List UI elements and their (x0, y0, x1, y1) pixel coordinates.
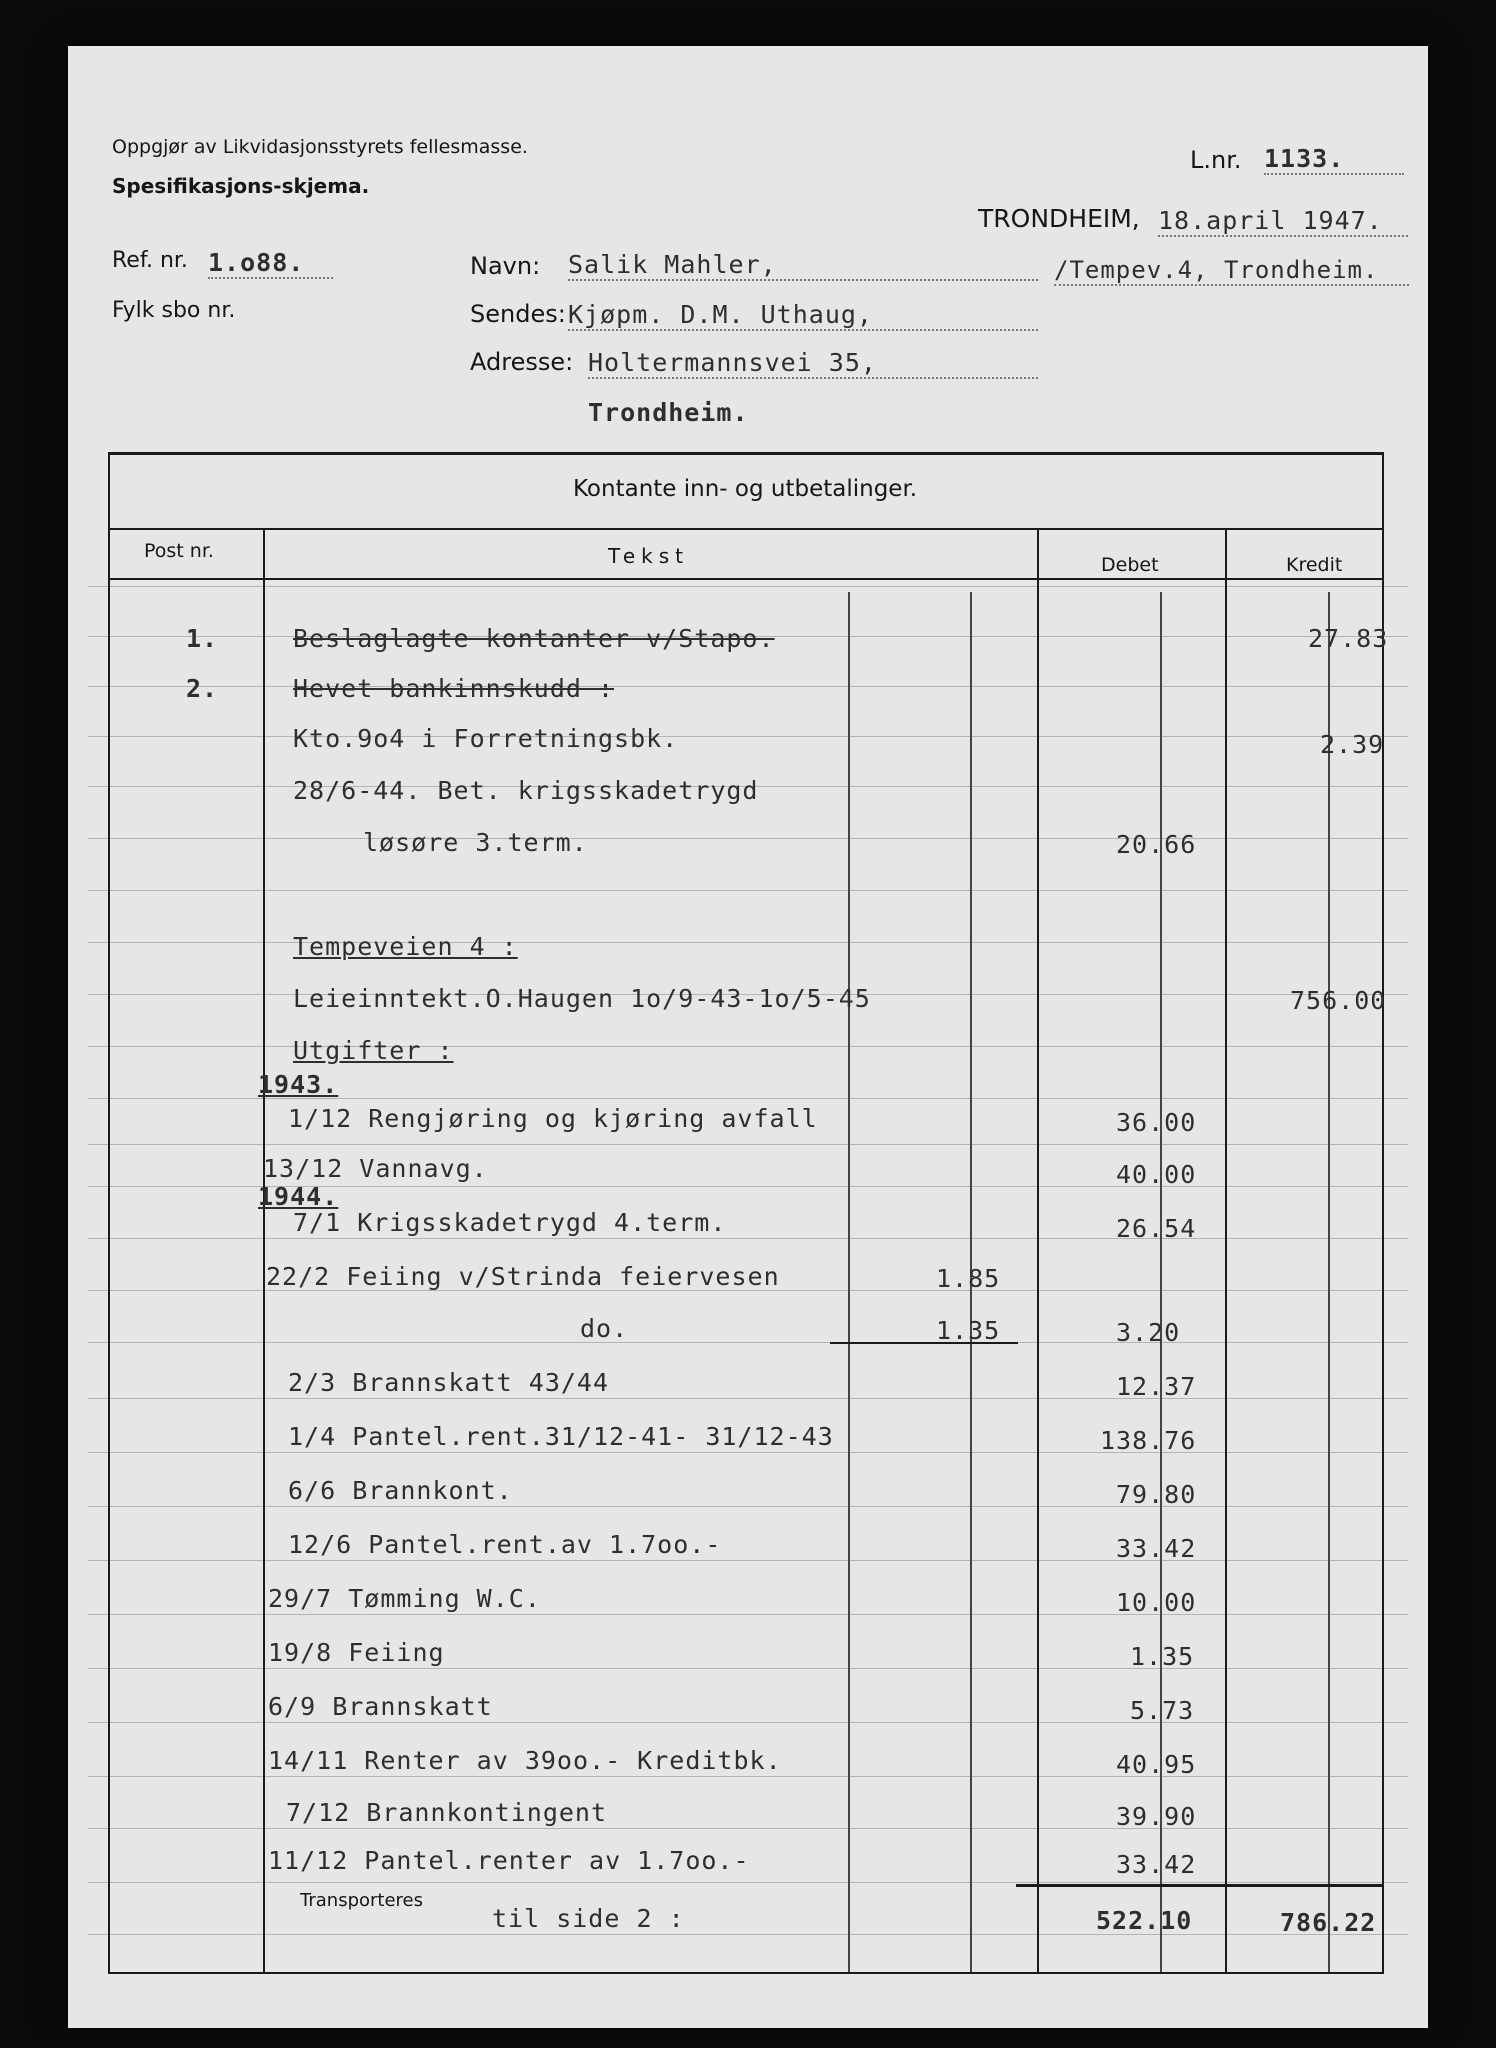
row-text: 14/11 Renter av 39oo.- Kreditbk. (268, 1746, 782, 1775)
row-kredit: 2.39 (1320, 730, 1385, 759)
row-text: 11/12 Pantel.renter av 1.7oo.- (268, 1846, 750, 1875)
col-header-post: Post nr. (144, 540, 214, 562)
navn-label: Navn: (470, 252, 541, 280)
table-title: Kontante inn- og utbetalinger. (573, 476, 918, 502)
navn-address: /Tempev.4, Trondheim. (1054, 256, 1409, 286)
total-debet: 522.10 (1096, 1906, 1193, 1935)
row-text: 2/3 Brannskatt 43/44 (288, 1368, 610, 1397)
row-text: Leieinntekt.O.Haugen 1o/9-43-1o/5-45 (293, 984, 871, 1013)
row-text: løsøre 3.term. (363, 828, 588, 857)
row-text: Tempeveien 4 : (293, 932, 518, 961)
row-debet: 138.76 (1100, 1426, 1197, 1455)
document-page (68, 46, 1428, 2028)
adresse-label: Adresse: (470, 348, 574, 376)
fylk-label: Fylk sbo nr. (112, 298, 236, 323)
row-text: 1/12 Rengjøring og kjøring avfall (288, 1104, 818, 1133)
row-debet: 79.80 (1116, 1480, 1197, 1509)
lnr-label: L.nr. (1190, 146, 1242, 174)
row-text: 13/12 Vannavg. (263, 1154, 488, 1183)
row-text: 29/7 Tømming W.C. (268, 1584, 541, 1613)
adresse-line2: Trondheim. (588, 398, 749, 427)
row-sub: 1.85 (936, 1264, 1001, 1293)
row-text: 22/2 Feiing v/Strinda feiervesen (266, 1262, 780, 1291)
form-title: Oppgjør av Likvidasjonsstyrets fellesmasse. (112, 136, 528, 158)
sendes-label: Sendes: (470, 300, 566, 328)
lnr-value: 1133. (1264, 144, 1404, 175)
row-debet: 26.54 (1116, 1214, 1197, 1243)
year-marker-1943: 1943. (258, 1070, 339, 1099)
ref-value: 1.o88. (208, 248, 333, 279)
row-sub: 1.35 (936, 1316, 1001, 1345)
row-text: Beslaglagte kontanter v/Stapo. (293, 624, 775, 653)
row-debet: 40.95 (1116, 1750, 1197, 1779)
row-debet: 5.73 (1130, 1696, 1195, 1725)
col-header-debet: Debet (1101, 554, 1159, 576)
row-debet: 40.00 (1116, 1160, 1197, 1189)
navn-value: Salik Mahler, (568, 250, 1038, 281)
transport-label: Transporteres (300, 1890, 423, 1911)
row-text: 7/12 Brannkontingent (286, 1798, 608, 1827)
col-header-kredit: Kredit (1286, 554, 1343, 576)
row-text: 12/6 Pantel.rent.av 1.7oo.- (288, 1530, 722, 1559)
col-header-tekst: Tekst (608, 544, 689, 568)
row-debet: 33.42 (1116, 1850, 1197, 1879)
row-debet: 1.35 (1130, 1642, 1195, 1671)
row-debet: 20.66 (1116, 830, 1197, 859)
row-text: 28/6-44. Bet. krigsskadetrygd (293, 776, 759, 805)
row-text: 6/9 Brannskatt (268, 1692, 493, 1721)
row-text: do. (580, 1314, 629, 1343)
form-subtitle: Spesifikasjons-skjema. (112, 174, 370, 198)
row-debet: 3.20 (1116, 1318, 1181, 1347)
row-kredit: 756.00 (1290, 986, 1387, 1015)
transport-text: til side 2 : (492, 1904, 685, 1933)
row-text: Hevet bankinnskudd : (293, 674, 615, 703)
date-value: 18.april 1947. (1158, 206, 1408, 237)
sendes-value: Kjøpm. D.M. Uthaug, (568, 300, 1038, 331)
row-kredit: 27.83 (1308, 624, 1389, 653)
place-label: TRONDHEIM, (978, 204, 1140, 233)
adresse-line1: Holtermannsvei 35, (588, 348, 1038, 379)
row-text: 6/6 Brannkont. (288, 1476, 513, 1505)
row-text: 7/1 Krigsskadetrygd 4.term. (293, 1208, 727, 1237)
row-debet: 33.42 (1116, 1534, 1197, 1563)
row-post: 1. (186, 624, 219, 653)
row-debet: 10.00 (1116, 1588, 1197, 1617)
row-text: 1/4 Pantel.rent.31/12-41- 31/12-43 (288, 1422, 834, 1451)
row-post: 2. (186, 674, 219, 703)
row-debet: 12.37 (1116, 1372, 1197, 1401)
row-debet: 36.00 (1116, 1108, 1197, 1137)
row-debet: 39.90 (1116, 1802, 1197, 1831)
ref-label: Ref. nr. (112, 248, 188, 273)
row-text: Utgifter : (293, 1036, 454, 1065)
total-kredit: 786.22 (1280, 1908, 1377, 1937)
year-marker-1944: 1944. (258, 1182, 339, 1211)
row-text: 19/8 Feiing (268, 1638, 445, 1667)
row-text: Kto.9o4 i Forretningsbk. (293, 724, 679, 753)
